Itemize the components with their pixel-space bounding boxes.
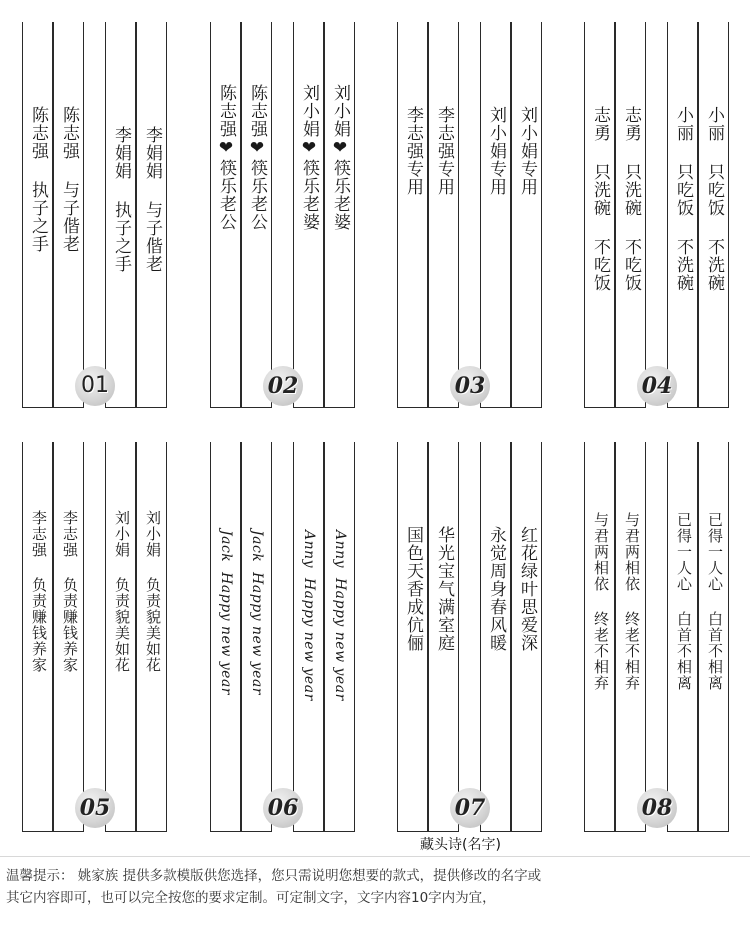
chopstick-text: 小丽 只吃饭 不洗碗 <box>704 106 724 292</box>
chopstick <box>324 442 355 832</box>
chopstick-text: 小丽 只吃饭 不洗碗 <box>673 106 693 292</box>
chopstick-text: Anny Happy new year <box>301 530 317 701</box>
chopstick <box>428 442 459 832</box>
footer-line-2: 其它内容即可，也可以完全按您的要求定制。可定制文字，文字内容10字内为宜， <box>6 890 496 906</box>
chopstick <box>105 442 136 832</box>
chopstick-text: 永觉周身春风暖 <box>486 526 506 652</box>
group-number-badge: 05 <box>75 788 115 828</box>
chopstick-text: 与君两相依 终老不相弃 <box>592 512 610 691</box>
group-number-badge: 02 <box>263 366 303 406</box>
chopstick <box>584 22 615 408</box>
chopstick-text: Anny Happy new year <box>332 530 348 701</box>
group-number-badge: 03 <box>450 366 490 406</box>
chopstick <box>210 22 241 408</box>
chopstick <box>324 22 355 408</box>
chopstick <box>511 442 542 832</box>
chopstick-text: 李志强专用 <box>403 106 423 196</box>
chopstick-text: 陈志强❤筷乐老公 <box>216 84 236 231</box>
chopstick-text: 与君两相依 终老不相弃 <box>623 512 641 691</box>
chopstick-text: 陈志强❤筷乐老公 <box>247 84 267 231</box>
chopstick <box>105 22 136 408</box>
chopstick <box>241 22 272 408</box>
group-number-badge: 06 <box>263 788 303 828</box>
chopstick <box>241 442 272 832</box>
chopstick <box>698 442 729 832</box>
chopstick <box>22 22 53 408</box>
chopstick <box>615 442 646 832</box>
chopstick-text: 刘小娟专用 <box>517 106 537 196</box>
group-number-badge: 07 <box>450 788 490 828</box>
footer-notice <box>0 856 750 929</box>
chopstick-text: 陈志强 与子偕老 <box>59 106 79 253</box>
footer-line-1: 温馨提示： 姚家族 提供多款模版供您选择，您只需说明您想要的款式，提供修改的名字或 <box>6 868 542 884</box>
chopstick-text: 李娟娟 与子偕老 <box>142 126 162 273</box>
chopstick <box>397 442 428 832</box>
chopstick-text: 刘小娟❤筷乐老婆 <box>330 84 350 231</box>
chopstick <box>584 442 615 832</box>
chopstick-text: 李志强 负责赚钱养家 <box>30 510 48 673</box>
chopstick <box>136 22 167 408</box>
chopstick <box>615 22 646 408</box>
chopstick <box>210 442 241 832</box>
chopstick <box>428 22 459 408</box>
chopstick-text: 红花绿叶思爱深 <box>517 526 537 652</box>
chopstick-text: 刘小娟 负责貌美如花 <box>144 510 162 673</box>
chopstick <box>22 442 53 832</box>
chopstick-text: 刘小娟❤筷乐老婆 <box>299 84 319 231</box>
acrostic-caption: 藏头诗(名字) <box>420 837 501 853</box>
chopstick-text: 刘小娟专用 <box>486 106 506 196</box>
chopstick-text: 国色天香成伉俪 <box>403 526 423 652</box>
chopstick-text: 刘小娟 负责貌美如花 <box>113 510 131 673</box>
group-number-badge: 04 <box>637 366 677 406</box>
chopstick <box>53 442 84 832</box>
chopstick-text: 华光宝气满室庭 <box>434 526 454 652</box>
chopstick <box>698 22 729 408</box>
chopstick-text: 陈志强 执子之手 <box>28 106 48 253</box>
group-number-badge: 01 <box>75 366 115 406</box>
chopstick <box>397 22 428 408</box>
chopstick <box>667 442 698 832</box>
chopstick-text: 已得一人心 白首不相离 <box>706 512 724 691</box>
chopstick-text: 李志强 负责赚钱养家 <box>61 510 79 673</box>
chopstick <box>293 22 324 408</box>
chopstick-text: 李娟娟 执子之手 <box>111 126 131 273</box>
chopstick-text: Jack Happy new year <box>218 530 234 695</box>
chopstick <box>480 442 511 832</box>
chopstick <box>480 22 511 408</box>
chopstick-text: 志勇 只洗碗 不吃饭 <box>590 106 610 292</box>
group-number-badge: 08 <box>637 788 677 828</box>
chopstick-text: 已得一人心 白首不相离 <box>675 512 693 691</box>
chopstick-text: Jack Happy new year <box>249 530 265 695</box>
chopstick <box>53 22 84 408</box>
chopstick <box>511 22 542 408</box>
chopstick <box>293 442 324 832</box>
chopstick-text: 李志强专用 <box>434 106 454 196</box>
chopstick-text: 志勇 只洗碗 不吃饭 <box>621 106 641 292</box>
chopstick <box>136 442 167 832</box>
chopstick <box>667 22 698 408</box>
